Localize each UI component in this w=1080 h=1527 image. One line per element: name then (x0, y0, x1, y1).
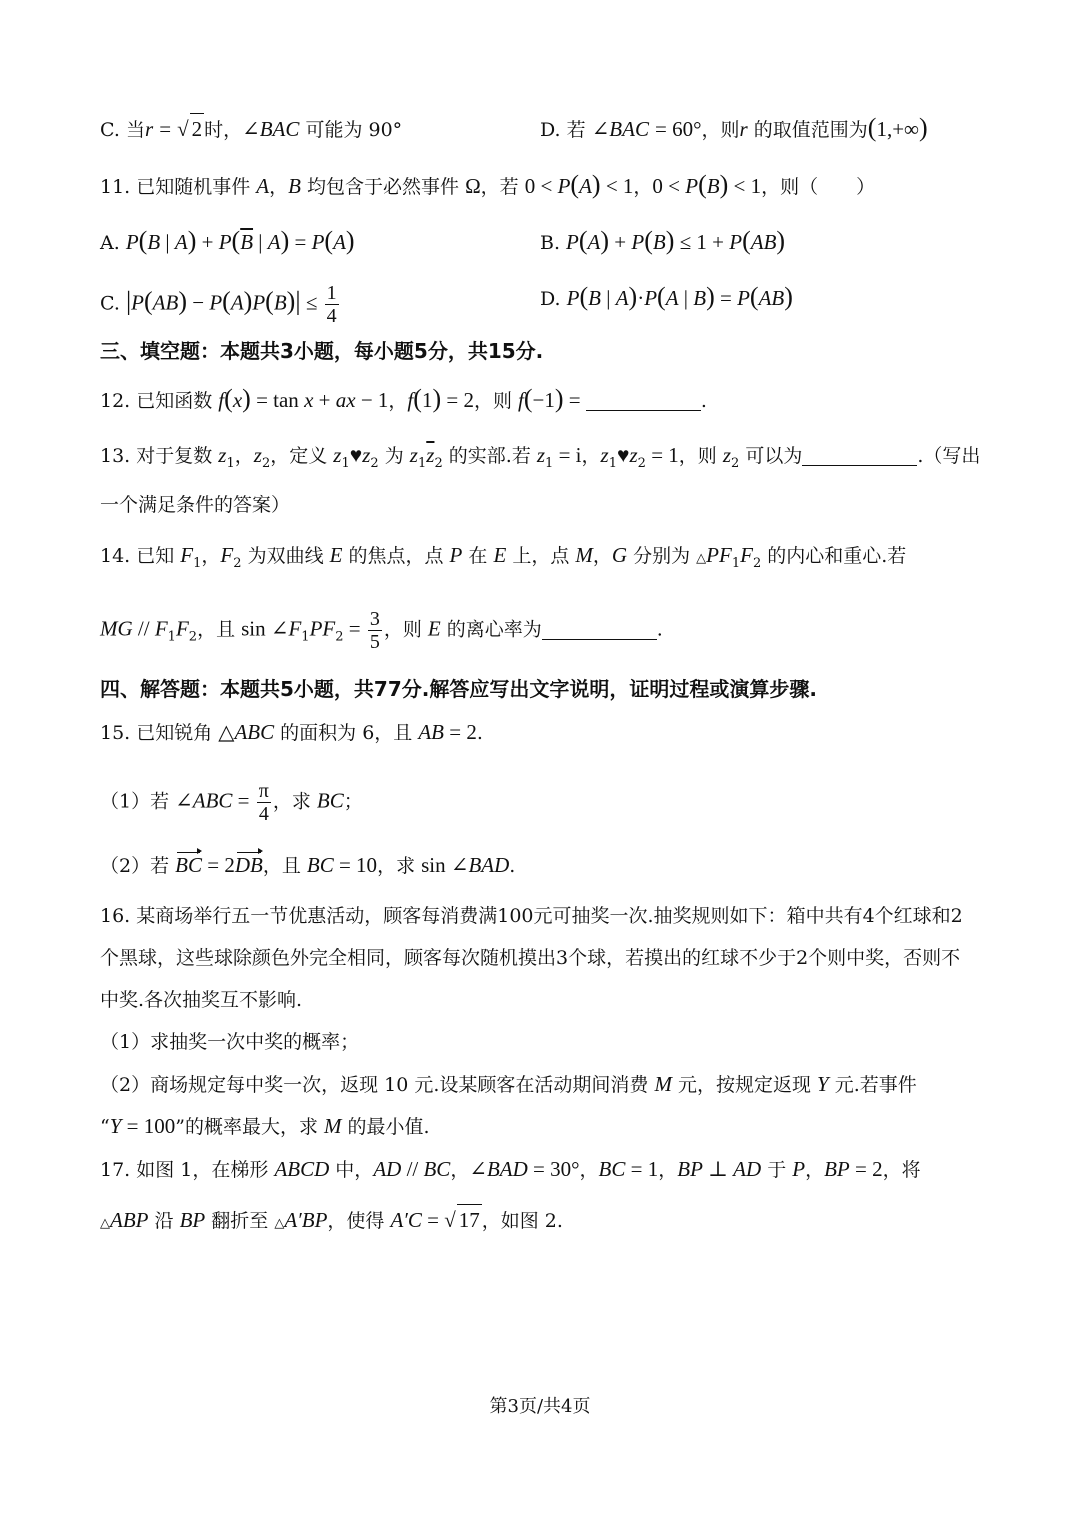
q16-part-1: （1）求抽奖一次中奖的概率； (100, 1031, 360, 1053)
q13-line-1: 13. 对于复数 $z_1$，$z_2$，定义 $z_1♥z_2$ 为 $z_1\overline{z}_2$ 的实部.若 $z_1 = i$，$z_1♥z_2 = 1$，则 $z_2$ 可以为 .（写出 (100, 443, 981, 471)
q11-option-c: C. |P(AB) − P(A)P(B)| ≤ $\frac{1}{4}$ (100, 282, 337, 327)
q12: 12. 已知函数 f(x) = tan x + ax − 1，f(1) = 2，则 f(−1) = . (100, 384, 707, 413)
q14-line-1: 14. 已知 $F_1$，$F_2$ 为双曲线 E 的焦点，点 P 在 E 上，点 M，G 分别为 $\triangle PF_1F_2$ 的内心和重心.若 (100, 543, 907, 571)
q10-option-c: C. 当r = √ 2 时，∠BAC 可能为 90° (100, 113, 402, 145)
q16-part-2b: “Y = 100”的概率最大，求 M 的最小值. (100, 1114, 430, 1138)
q15-part-1: （1）若 ∠ABC = $\frac{\pi}{4}$ ，求 BC； (100, 780, 363, 825)
q15-part-2: （2）若 BC = 2DB，且 BC = 10，求 sin ∠BAD. (100, 850, 515, 881)
section-3-heading: 三、填空题：本题共3小题，每小题5分，共15分. (100, 339, 544, 363)
q16-line-1: 16. 某商场举行五一节优惠活动，顾客每消费满100元可抽奖一次.抽奖规则如下：箱中共有4个红球和2 (100, 905, 963, 927)
q17-line-1: 17. 如图 1，在梯形 ABCD 中，AD // BC，∠BAD = 30°，BC = 1，BP ⊥ AD 于 P，BP = 2，将 (100, 1157, 921, 1181)
answer-blank (542, 617, 657, 640)
answer-blank (586, 388, 701, 411)
q11-option-a: A. P(B | $A) + P(\overline{B}$ | A) = P(A) (100, 226, 355, 255)
q16-part-2a: （2）商场规定每中奖一次，返现 10 元.设某顾客在活动期间消费 M 元，按规定返现 Y 元.若事件 (100, 1072, 917, 1096)
q11-option-d: D. P(B | A)·P(A | B) = P(AB) (540, 282, 793, 311)
q17-line-2: △ABP 沿 BP 翻折至 △A′BP，使得 A′C = √ 17 ，如图 2. (100, 1204, 563, 1239)
answer-blank (802, 443, 917, 466)
page-footer: 第3页/共4页 (489, 1396, 591, 1417)
q13-line-2: 一个满足条件的答案） (100, 494, 291, 516)
q15-stem: 15. 已知锐角 △ABC 的面积为 6，且 AB = 2. (100, 720, 483, 744)
section-4-heading: 四、解答题：本题共5小题，共77分.解答应写出文字说明，证明过程或演算步骤. (100, 677, 817, 701)
q10-option-d: D. 若 ∠BAC = 60°，则r 的取值范围为(1,+∞) (540, 113, 928, 142)
q16-line-3: 中奖.各次抽奖互不影响. (100, 989, 303, 1011)
q11-option-b: B. P(A) + P(B) ≤ 1 + P(AB) (540, 226, 786, 255)
q14-line-2: MG // $F_1F_2$，且 $\sin \angle F_1PF_2$ = $\frac{3}{5}$ ，则 E 的离心率为 . (100, 608, 663, 653)
q16-line-2: 个黑球，这些球除颜色外完全相同，顾客每次随机摸出3个球，若摸出的红球不少于2个则中奖，否则不 (100, 947, 961, 969)
q11-stem: 11. 已知随机事件 A，B 均包含于必然事件 Ω，若 0 < P(A) < 1，0 < P(B) < 1，则（ ） (100, 170, 876, 199)
